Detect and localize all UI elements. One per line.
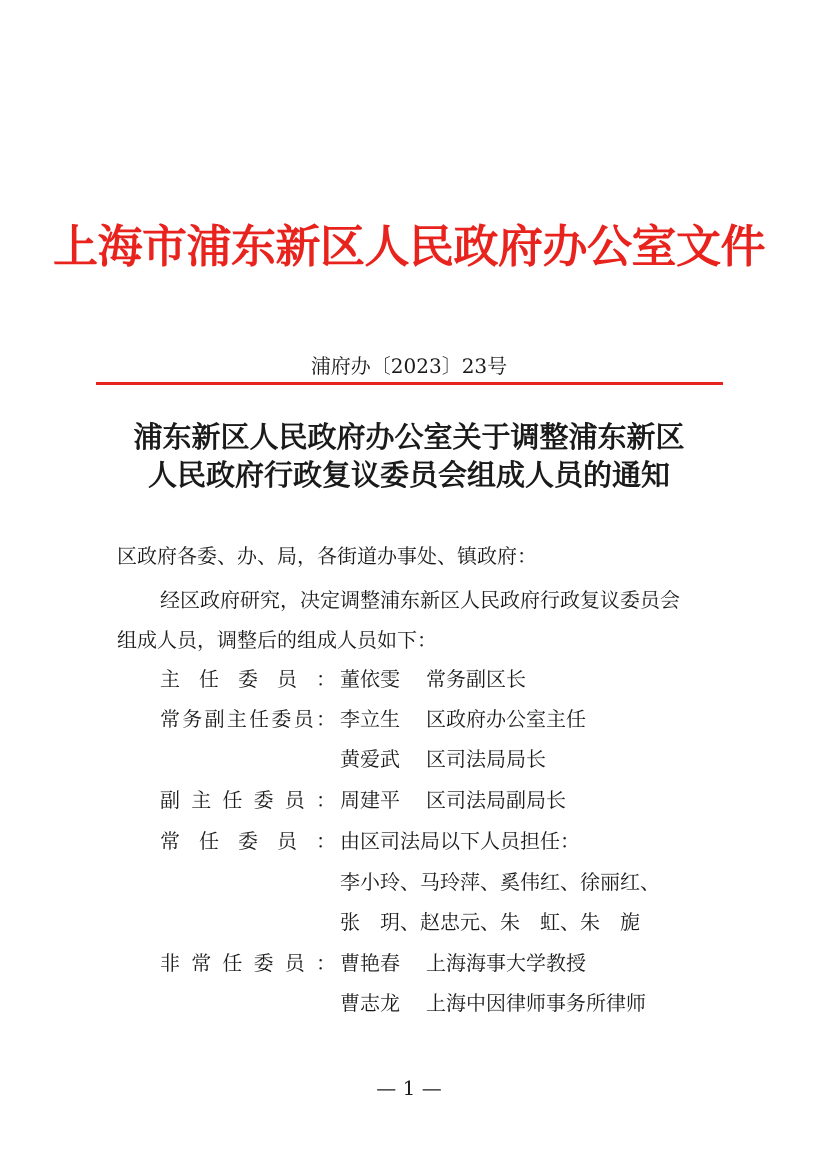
role-label: 常任委员： <box>160 829 336 853</box>
member-name: 董依雯 <box>340 667 400 691</box>
member-names: 李小玲、马玲萍、奚伟红、徐丽红、 <box>340 870 660 894</box>
member-name: 曹艳春 <box>340 951 400 975</box>
standing-intro: 由区司法局以下人员担任： <box>340 829 580 853</box>
member-names: 张 玥、赵忠元、朱 虹、朱 旎 <box>340 910 640 934</box>
member-name: 周建平 <box>340 788 400 812</box>
red-separator-line <box>96 382 723 385</box>
paragraph-1-line-1: 经区政府研究，决定调整浦东新区人民政府行政复议委员会 <box>160 588 680 612</box>
member-duty: 常务副区长 <box>426 667 526 691</box>
addressee: 区政府各委、办、局，各街道办事处、镇政府： <box>117 544 537 568</box>
paragraph-1-line-2: 组成人员，调整后的组成人员如下： <box>117 628 437 652</box>
role-label: 常务副主任委员： <box>160 707 336 731</box>
document-title-line-1: 浦东新区人民政府办公室关于调整浦东新区 <box>133 420 685 454</box>
document-number: 浦府办〔2023〕23号 <box>310 354 508 378</box>
document-title <box>0 418 818 494</box>
page-number: — 1 — <box>376 1076 442 1100</box>
member-duty: 区司法局副局长 <box>426 788 566 812</box>
member-duty: 区司法局局长 <box>426 747 546 771</box>
member-duty: 区政府办公室主任 <box>426 707 586 731</box>
member-name: 曹志龙 <box>340 991 400 1015</box>
role-label: 非常任委员： <box>160 951 336 975</box>
member-duty: 上海海事大学教授 <box>426 951 586 975</box>
member-name: 李立生 <box>340 707 400 731</box>
issuing-authority-header: 上海市浦东新区人民政府办公室文件 <box>52 220 765 273</box>
role-label: 主任委员： <box>160 667 336 691</box>
member-name: 黄爱武 <box>340 747 400 771</box>
document-title-line-2: 人民政府行政复议委员会组成人员的通知 <box>147 458 670 492</box>
role-label: 副主任委员： <box>160 788 336 812</box>
member-duty: 上海中因律师事务所律师 <box>426 991 646 1015</box>
